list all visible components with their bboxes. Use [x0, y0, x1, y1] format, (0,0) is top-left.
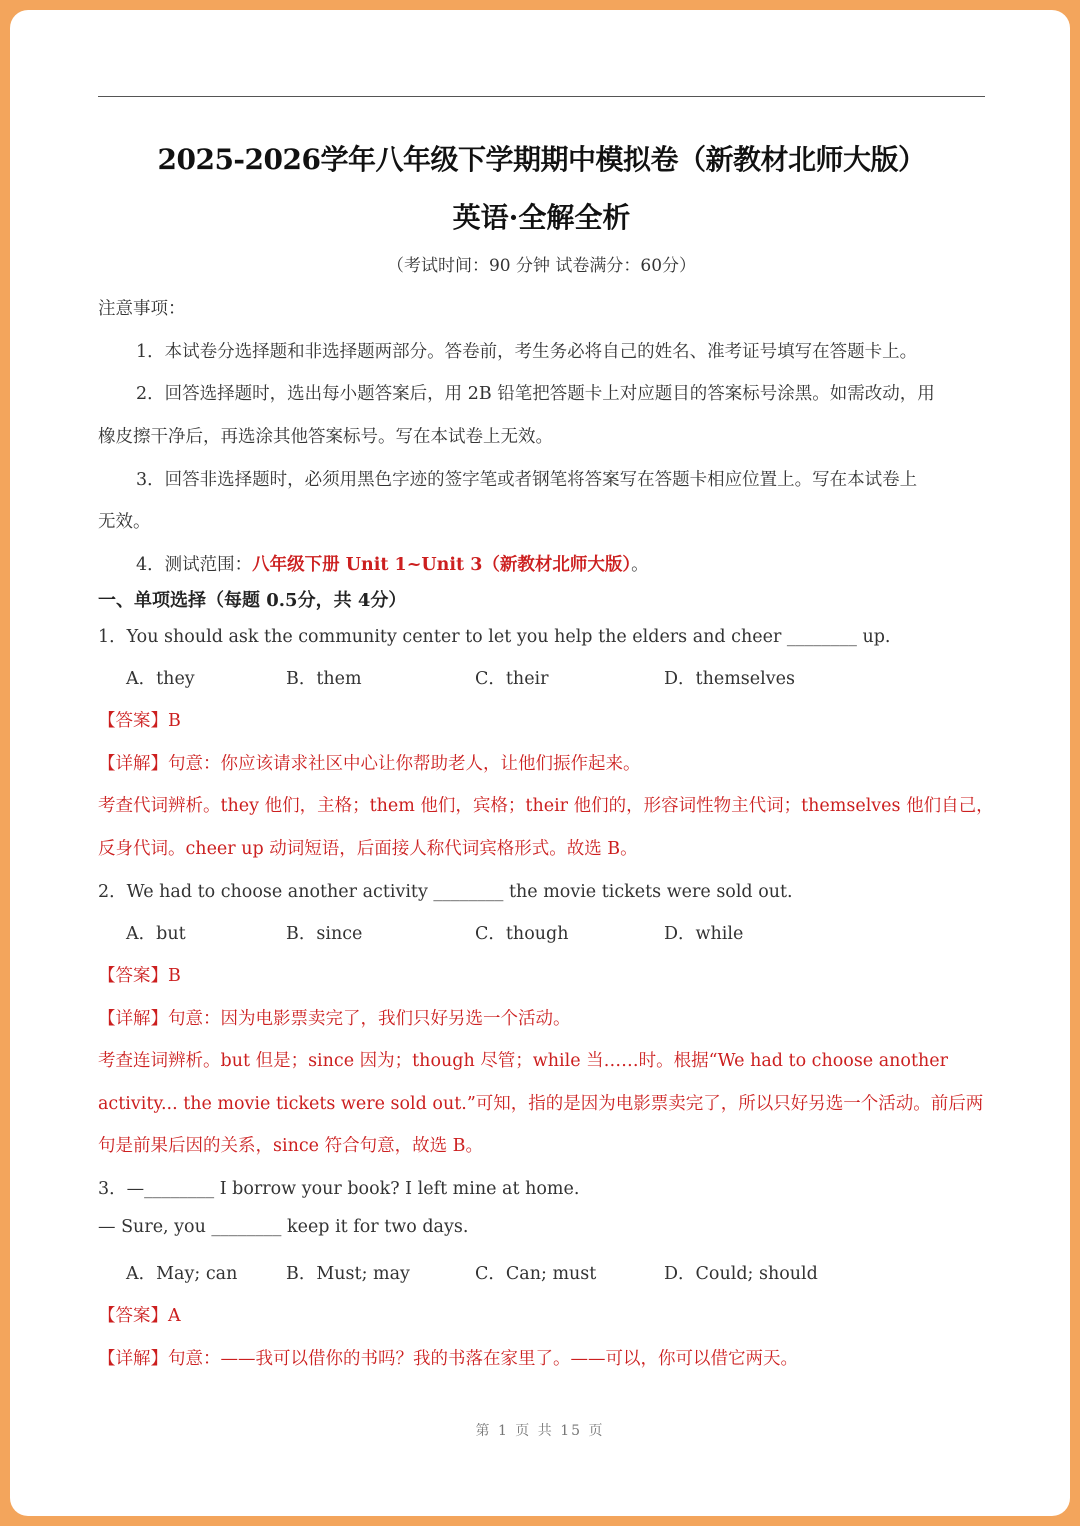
test-scope: 八年级下册 Unit 1~Unit 3（新教材北师大版）	[252, 555, 632, 575]
header-rule	[98, 96, 985, 97]
question-1-explain-1: 【详解】句意：你应该请求社区中心让你帮助老人，让他们振作起来。	[98, 754, 641, 774]
question-3-option-a: A．May; can	[126, 1264, 238, 1284]
question-3-option-b: B．Must; may	[286, 1264, 410, 1284]
question-2-stem: 2．We had to choose another activity ________ the movie tickets were sold out.	[98, 882, 793, 902]
question-3-stem-2: — Sure, you ________ keep it for two days.	[98, 1217, 469, 1237]
note-item-4-prefix: 4．测试范围：	[136, 555, 253, 575]
page-frame	[10, 10, 1070, 1516]
page-subtitle: 英语·全解全析	[452, 201, 631, 234]
question-1-option-b: B．them	[286, 669, 362, 689]
question-1-option-c: C．their	[475, 669, 549, 689]
note-item-2-line-2: 橡皮擦干净后，再选涂其他答案标号。写在本试卷上无效。	[98, 427, 553, 447]
question-2-explain-2: 考查连词辨析。but 但是；since 因为；though 尽管；while 当……时。根据“We had to choose another	[98, 1051, 948, 1071]
question-3-answer: 【答案】A	[98, 1306, 181, 1326]
question-1-option-a: A．they	[126, 669, 195, 689]
page-title: 2025-2026学年八年级下学期期中模拟卷（新教材北师大版）	[157, 143, 926, 176]
note-item-3-line-1: 3．回答非选择题时，必须用黑色字迹的签字笔或者钢笔将答案写在答题卡相应位置上。写在本试卷上	[136, 470, 918, 490]
question-3-stem: 3．—________ I borrow your book? I left mine at home.	[98, 1179, 580, 1199]
question-3-option-d: D．Could; should	[664, 1264, 818, 1284]
question-2-explain-1: 【详解】句意：因为电影票卖完了，我们只好另选一个活动。	[98, 1009, 571, 1029]
note-item-4	[136, 551, 649, 576]
question-2-option-c: C．though	[475, 924, 569, 944]
question-2-explain-3: activity... the movie tickets were sold out.”可知，指的是因为电影票卖完了，所以只好另选一个活动。前后两	[98, 1094, 984, 1114]
note-item-1: 1．本试卷分选择题和非选择题两部分。答卷前，考生务必将自己的姓名、准考证号填写在答题卡上。	[136, 342, 918, 362]
exam-info: （考试时间：90 分钟 试卷满分：60分）	[386, 256, 697, 276]
question-2-explain-4: 句是前果后因的关系，since 符合句意，故选 B。	[98, 1136, 483, 1156]
question-1-answer: 【答案】B	[98, 711, 181, 731]
question-3-explain-1: 【详解】句意：——我可以借你的书吗？我的书落在家里了。——可以，你可以借它两天。	[98, 1349, 798, 1369]
question-2-option-d: D．while	[664, 924, 744, 944]
question-1-explain-3: 反身代词。cheer up 动词短语，后面接人称代词宾格形式。故选 B。	[98, 839, 638, 859]
question-1-option-d: D．themselves	[664, 669, 795, 689]
question-2-option-b: B．since	[286, 924, 363, 944]
question-3-option-c: C．Can; must	[475, 1264, 597, 1284]
question-2-option-a: A．but	[126, 924, 186, 944]
question-1-stem: 1．You should ask the community center to let you help the elders and cheer ________ up.	[98, 627, 891, 647]
question-1-explain-2: 考查代词辨析。they 他们，主格；them 他们，宾格；their 他们的，形容词性物主代词；themselves 他们自己，	[98, 796, 994, 816]
page-number: 第 1 页 共 15 页	[475, 1423, 605, 1439]
question-2-answer: 【答案】B	[98, 966, 181, 986]
note-item-2-line-1: 2．回答选择题时，选出每小题答案后，用 2B 铅笔把答题卡上对应题目的答案标号涂黑。如需改动，用	[136, 384, 935, 404]
notes-heading: 注意事项：	[98, 299, 186, 319]
note-item-3-line-2: 无效。	[98, 512, 151, 532]
section-heading: 一、单项选择（每题 0.5分，共 4分）	[98, 590, 407, 611]
note-item-4-suffix: 。	[631, 555, 649, 575]
